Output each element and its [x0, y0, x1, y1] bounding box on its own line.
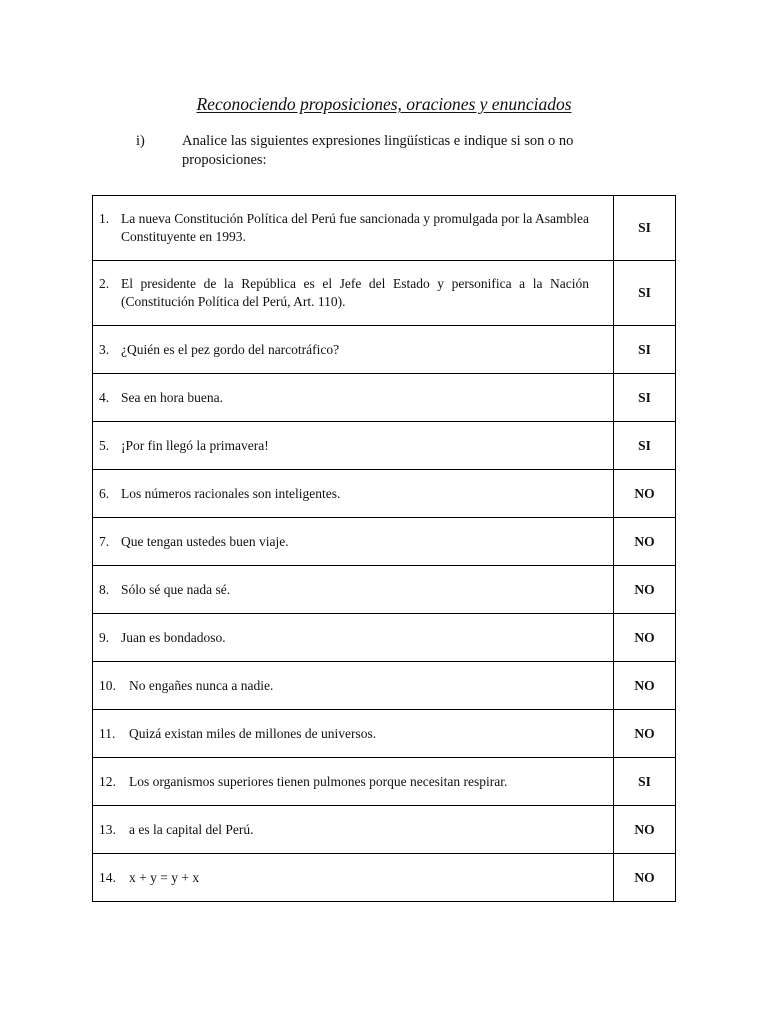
answer-cell: NO [614, 614, 676, 662]
item-number: 1. [99, 211, 110, 226]
table-row [93, 614, 676, 662]
table-row [93, 662, 676, 710]
statement-cell [93, 758, 614, 806]
item-text: Sólo sé que nada sé. [121, 581, 231, 597]
item-number: 9. [99, 629, 110, 645]
instruction-text: Analice las siguientes expresiones lingüísticas e indique si son o no proposiciones: [182, 133, 574, 168]
statement-cell [93, 196, 614, 261]
statement-cell [93, 710, 614, 758]
statement-cell [93, 374, 614, 422]
item-number: 13. [99, 821, 116, 837]
table-row [93, 854, 676, 902]
answer-cell: SI [614, 374, 676, 422]
item-text: x + y = y + x [129, 869, 200, 885]
item-text: No engañes nunca a nadie. [129, 677, 274, 693]
answer-cell: SI [614, 196, 676, 261]
table-row [93, 374, 676, 422]
item-number: 3. [99, 341, 110, 357]
statement-cell [93, 854, 614, 902]
page-title: Reconociendo proposiciones, oraciones y enunciados [196, 94, 572, 114]
table-row [93, 196, 676, 261]
item-text: Los números racionales son inteligentes. [121, 485, 341, 501]
answer-cell: NO [614, 710, 676, 758]
instruction-number: i) [136, 133, 145, 149]
statement-cell [93, 662, 614, 710]
statement-cell [93, 422, 614, 470]
table-row [93, 710, 676, 758]
item-text: a es la capital del Perú. [129, 821, 254, 837]
table-row [93, 518, 676, 566]
item-text: La nueva Constitución Política del Perú fue sancionada y promulgada por la Asamblea Constituyente en 1993. [121, 211, 589, 244]
table-row [93, 806, 676, 854]
answer-cell: NO [614, 806, 676, 854]
table-row [93, 326, 676, 374]
statement-cell [93, 566, 614, 614]
item-number: 12. [99, 773, 116, 789]
item-number: 10. [99, 677, 116, 693]
table-row [93, 758, 676, 806]
item-text: El presidente de la República es el Jefe del Estado y personifica a la Nación (Constitución Política del Perú, Art. 110). [121, 276, 589, 309]
item-number: 14. [99, 869, 116, 885]
answer-cell: NO [614, 566, 676, 614]
answer-cell: SI [614, 758, 676, 806]
item-text: Que tengan ustedes buen viaje. [121, 533, 289, 549]
item-number: 2. [99, 276, 110, 291]
item-number: 6. [99, 485, 110, 501]
item-number: 8. [99, 581, 110, 597]
statement-cell [93, 518, 614, 566]
answer-cell: SI [614, 422, 676, 470]
answer-cell: NO [614, 662, 676, 710]
item-text: Quizá existan miles de millones de universos. [129, 725, 377, 741]
answer-cell: NO [614, 518, 676, 566]
statement-cell [93, 326, 614, 374]
propositions-table [92, 195, 676, 902]
item-text: Juan es bondadoso. [121, 629, 226, 645]
answer-cell: SI [614, 326, 676, 374]
item-text: ¡Por fin llegó la primavera! [121, 437, 269, 453]
item-number: 4. [99, 389, 110, 405]
statement-cell [93, 614, 614, 662]
item-number: 11. [99, 725, 116, 741]
statement-cell [93, 470, 614, 518]
table-row [93, 566, 676, 614]
answer-cell: NO [614, 854, 676, 902]
item-text: ¿Quién es el pez gordo del narcotráfico? [121, 341, 340, 357]
statement-cell [93, 806, 614, 854]
table-row [93, 422, 676, 470]
item-number: 7. [99, 533, 110, 549]
item-text: Los organismos superiores tienen pulmones porque necesitan respirar. [129, 773, 508, 789]
answer-cell: NO [614, 470, 676, 518]
answer-cell: SI [614, 261, 676, 326]
table-row [93, 470, 676, 518]
statement-cell [93, 261, 614, 326]
item-number: 5. [99, 437, 110, 453]
item-text: Sea en hora buena. [121, 389, 223, 405]
table-row [93, 261, 676, 326]
